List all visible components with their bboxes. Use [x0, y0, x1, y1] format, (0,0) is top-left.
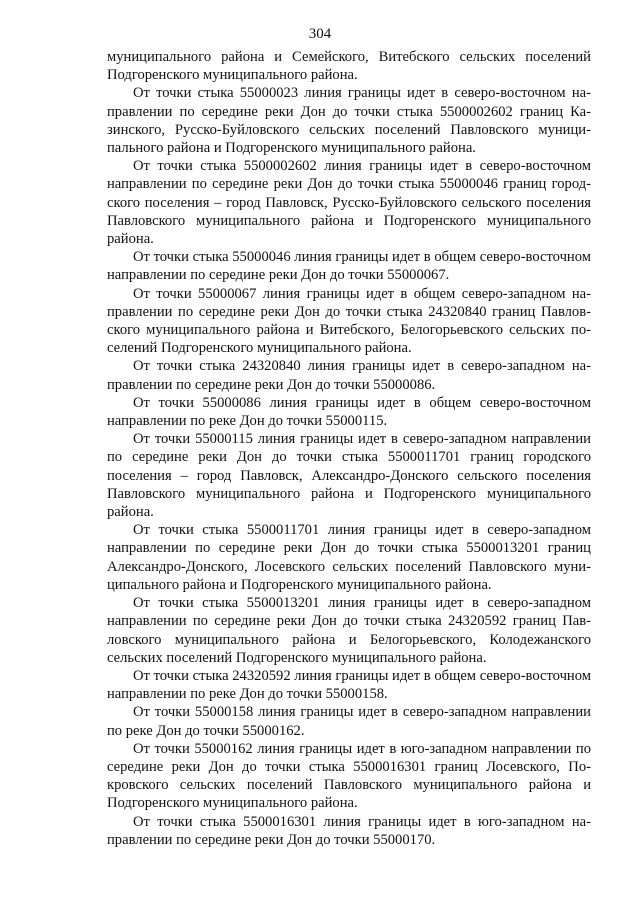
paragraph: От точки стыка 5500011701 линия границы идет в северо-западном направлении по середине реки Дон до точки стыка 5500013201 границ Александро-Донского, Лосевского сельских поселений Павловского муниципального района и Подгоренского муниципального района. — [107, 522, 591, 593]
paragraph: От точки стыка 5500002602 линия границы идет в северо-восточном направлении по середине реки Дон до точки стыка 55000046 границ городского поселения – город Павловск, Русско-Буйловского сельского поселения Павловского муниципального района и Подгоренского муниципального района. — [107, 158, 591, 248]
paragraph: От точки стыка 24320592 линия границы идет в общем северо-восточном направлении по реке Дон до точки 55000158. — [107, 667, 591, 703]
paragraph: От точки 55000086 линия границы идет в общем северо-восточном направлении по реке Дон до точки 55000115. — [107, 394, 591, 430]
paragraph: От точки стыка 5500013201 линия границы идет в северо-западном направлении по середине реки Дон до точки стыка 24320592 границ Павловского муниципального района и Белогорьевского, Колодежанского сельских поселений Подгоренского муниципального района. — [107, 595, 591, 666]
paragraph: От точки стыка 24320840 линия границы идет в северо-западном направлении по середине реки Дон до точки 55000086. — [107, 358, 591, 393]
paragraph: От точки 55000158 линия границы идет в северо-западном направлении по реке Дон до точки 55000162. — [107, 704, 591, 739]
paragraph: От точки стыка 5500016301 линия границы идет в юго-западном направлении по середине реки Дон до точки 55000170. — [107, 813, 591, 848]
paragraph: От точки стыка 55000046 линия границы идет в общем северо-восточном направлении по середине реки Дон до точки 55000067. — [107, 249, 591, 284]
paragraph: муниципального района и Семейского, Витебского сельских поселений Подгоренского муниципального района. — [107, 49, 591, 84]
page-number: 304 — [308, 26, 332, 42]
document-body — [107, 48, 591, 849]
paragraph: От точки 55000115 линия границы идет в северо-западном направлении по середине реки Дон до точки стыка 5500011701 границ городского поселения – город Павловск, Александро-Донского сельского поселения Павловского муниципального района и Подгоренского муниципального района. — [107, 431, 591, 521]
paragraph: От точки 55000067 линия границы идет в общем северо-западном направлении по середине реки Дон до точки стыка 24320840 границ Павловского муниципального района и Витебского, Белогорьевского сельских поселений Подгоренского муниципального района. — [107, 285, 591, 357]
paragraph: От точки 55000162 линия границы идет в юго-западном направлении по середине реки Дон до точки стыка 5500016301 границ Лосевского, Покровского сельских поселений Павловского муниципального района и Подгоренского муниципального района. — [107, 740, 591, 812]
paragraph: От точки стыка 55000023 линия границы идет в северо-восточном направлении по середине реки Дон до точки стыка 5500002602 границ Казинского, Русско-Буйловского сельских поселений Павловского муниципального района и Подгоренского муниципального района. — [107, 85, 591, 157]
